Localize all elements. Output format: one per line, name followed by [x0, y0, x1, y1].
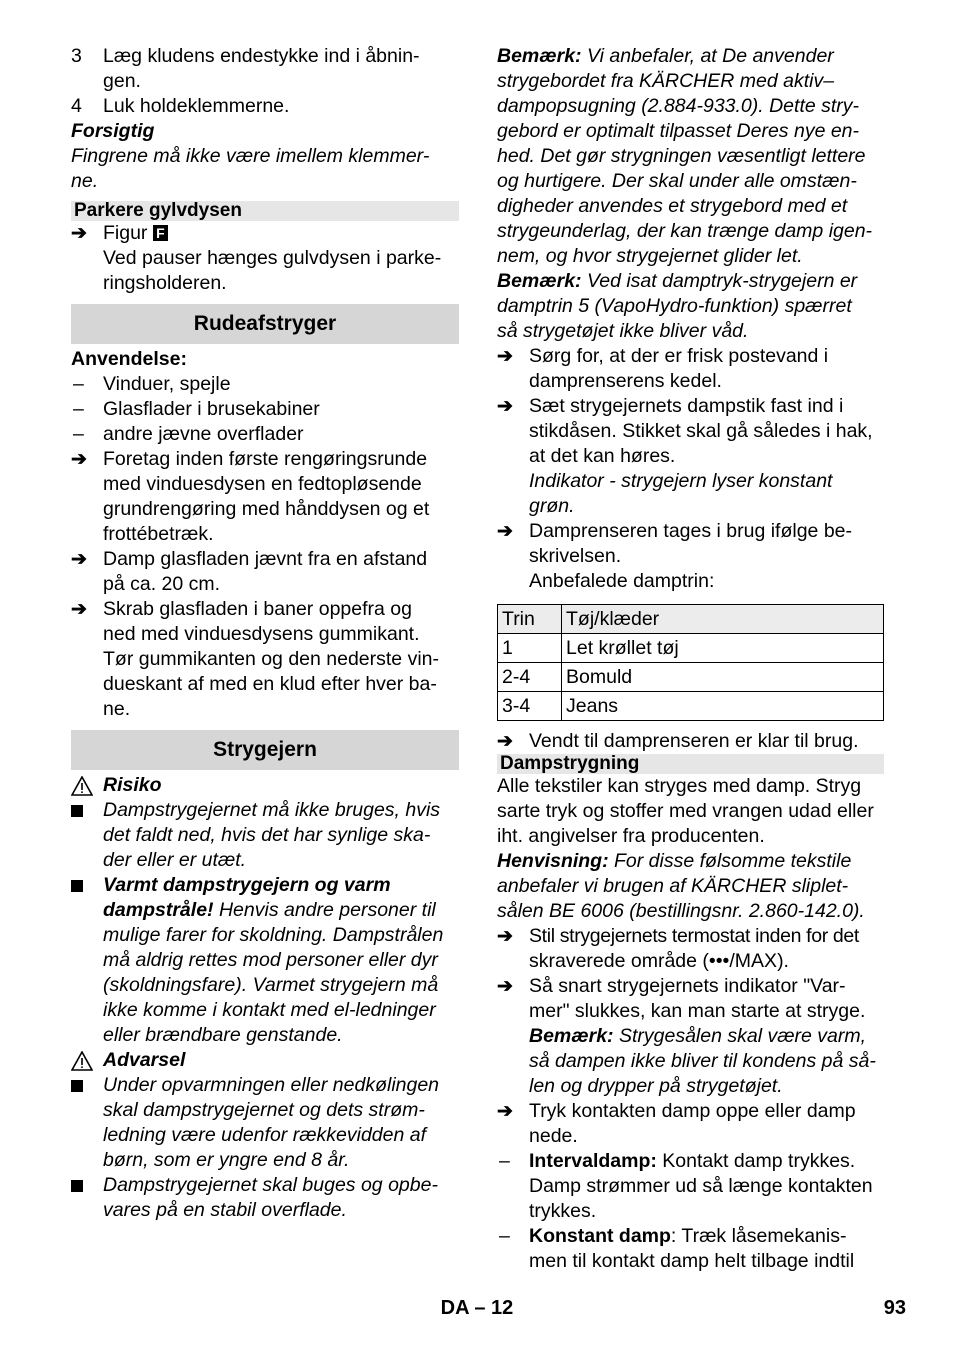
step-number: 3 — [71, 45, 82, 67]
table-row: 3-4 Jeans — [498, 692, 884, 721]
square-bullet-icon — [71, 1173, 101, 1199]
list-item: – Glasflader i brusekabiner — [73, 398, 320, 420]
risk-title-row — [71, 773, 459, 798]
park-heading: Parkere gylvdysen — [71, 201, 459, 221]
step: ➔ Så snart strygejernets indikator "Var- mer" slukkes, kan man starte at stryge. Bemærk: Strygesålen skal være varm, så dampen ikke bliver til kondens på så- len og drypper på strygetøjet. — [497, 975, 876, 1097]
step: ➔ Stil strygejernets termostat inden for det skraverede område (•••/MAX). — [497, 925, 859, 972]
table-row: 2-4 Bomuld — [498, 663, 884, 692]
use-label: Anvendelse: — [71, 348, 187, 370]
step: ➔ Tryk kontakten damp oppe eller damp nede. — [497, 1100, 856, 1147]
list-item: – andre jævne overflader — [73, 423, 304, 445]
risk-title: Risiko — [103, 774, 162, 796]
square-bullet-icon — [71, 1073, 101, 1099]
arrow-icon: ➔ — [497, 521, 513, 542]
list-item: – Intervaldamp: Kontakt damp trykkes. Damp strømmer ud så længe kontakten trykkes. — [499, 1150, 873, 1222]
figure-letter: F — [153, 225, 168, 241]
warn-title-row — [71, 1048, 459, 1073]
arrow-icon: ➔ — [497, 731, 513, 752]
step-4: 4 Luk holdeklemmerne. — [71, 95, 290, 117]
table-header-row: Trin Tøj/klæder — [498, 605, 884, 634]
warn-item: Under opvarmningen eller nedkølingen skal dampstrygejernet og dets strøm- ledning være udenfor rækkevidden af børn, som er yngre end 8 år. — [71, 1073, 459, 1173]
step: ➔ Vendt til damprenseren er klar til brug. — [497, 730, 859, 752]
square-bullet-icon — [71, 798, 101, 824]
note-1: Bemærk: Vi anbefaler, at De anvender — [497, 45, 834, 67]
risk-item: Varmt dampstrygejern og varm dampstråle! Henvis andre personer til mulige farer for skoldning. Dampstrålen må aldrig rettes mod personer eller dyr (skoldningsfare). Varmet strygejern må ikke komme i kontakt med el-ledninger eller brændbare genstande. — [71, 873, 459, 1048]
arrow-icon: ➔ — [71, 449, 87, 470]
arrow-icon: ➔ — [497, 976, 513, 997]
footer-section: DA – 12 — [440, 1297, 514, 1319]
warn-item: Dampstrygejernet skal buges og opbe- vares på en stabil overflade. — [71, 1173, 459, 1223]
page-number: 93 — [883, 1297, 906, 1319]
section-heading-rudeafstryger: Rudeafstryger — [71, 304, 459, 344]
step: ➔ Damprenseren tages i brug ifølge be- skrivelsen. Anbefalede damptrin: — [497, 520, 852, 592]
list-item: – Vinduer, spejle — [73, 373, 231, 395]
arrow-icon: ➔ — [71, 549, 87, 570]
damp-heading: Dampstrygning — [497, 754, 884, 774]
left-column: 3 Læg kludens endestykke ind i åbnin- gen. 4 Luk holdeklemmerne. Forsigtig Fingrene må ikke være imellem klemmer- ne. Parkere gylvdysen ➔ Figur F Ved pauser hænges gulvdysen i parke- ringsholderen. Rudeafstryger Anvendelse: – Vinduer, spejle – Glasflader i brusekabiner – andre jævne overflader ➔ Foretag inden første rengøringsrunde med vinduesdysen en fedtopløsende grundrengøring med hånddysen og et frottébetræk. ➔ Damp glasfladen jævnt fra en afstand på ca. 20 cm. ➔ Skrab glasfladen i baner oppefra og ned med vinduesdysens gummikant. Tør gummikanten og den nederste vin- dueskant af med en klud efter hver ba- ne. Strygejern Risiko Dampstrygejernet må ikke bruges, hvis det faldt ned, hvis det har synlige ska- der eller er utæt. Varmt dampstrygejern og varm dampstråle! Henvis andre personer til mulige farer for skoldning. Dampstrålen må aldrig rettes mod personer eller dyr (skoldningsfare). Varmet strygejern må ikke komme i kontakt med el-ledninger eller brændbare genstande. Advarsel Under opvarmningen eller nedkølingen skal dampstrygejernet og dets strøm- ledning være udenfor rækkevidden af børn, som er yngre end 8 år. Dampstrygejernet skal buges og opbe- vares på en stabil overflade. — [71, 44, 459, 1223]
step: ➔ Sæt strygejernets dampstik fast ind i stikdåsen. Stikket skal gå således i hak, at det kan høres. Indikator - strygejern lyser konstant grøn. — [497, 395, 873, 517]
rude-step: ➔ Damp glasfladen jævnt fra en afstand på ca. 20 cm. — [71, 548, 428, 595]
section-heading-strygejern: Strygejern — [71, 730, 459, 770]
arrow-icon: ➔ — [71, 599, 87, 620]
rude-step: ➔ Skrab glasfladen i baner oppefra og ned med vinduesdysens gummikant. Tør gummikanten og den nederste vin- dueskant af med en klud efter hver ba- ne. — [71, 598, 439, 720]
step: ➔ Sørg for, at der er frisk postevand i damprenserens kedel. — [497, 345, 829, 392]
step-number: 4 — [71, 95, 82, 117]
arrow-icon: ➔ — [497, 396, 513, 417]
risk-item: Dampstrygejernet må ikke bruges, hvis det faldt ned, hvis det har synlige ska- der eller er utæt. — [71, 798, 459, 873]
note-2: Bemærk: Ved isat damptryk-strygejern er — [497, 270, 858, 292]
table-row: 1 Let krøllet tøj — [498, 634, 884, 663]
steam-level-table — [497, 604, 884, 721]
right-column: Bemærk: Vi anbefaler, at De anvender strygebordet fra KÄRCHER med aktiv– dampopsugning (2.884-933.0). Dette stry- gebord er optimalt tilpasset Deres nye en- hed. Det gør strygningen væsentligt lettere og hurtigere. Der skal under alle omstæn- digheder anvendes et strygebord med et strygeunderlag, der kan trænge damp igen- nem, og hvor strygejernet glider let. Bemærk: Ved isat damptryk-strygejern er damptrin 5 (VapoHydro-funktion) spærret så strygetøjet ikke bliver våd. ➔ Sørg for, at der er frisk postevand i damprenserens kedel. ➔ Sæt strygejernets dampstik fast ind i stikdåsen. Stikket skal gå således i hak, at det kan høres. Indikator - strygejern lyser konstant grøn. ➔ Damprenseren tages i brug ifølge be- skrivelsen. Anbefalede damptrin: Trin Tøj/klæder 1 Let krøllet tøj 2-4 Bomuld 3-4 Jeans ➔ Vendt til damprenseren er klar til brug. Dampstrygning Alle tekstiler kan stryges med damp. Stryg sarte tryk og stoffer med vrangen udad eller iht. angivelser fra producenten. Henvisning: For disse følsomme tekstile anbefaler vi brugen af KÄRCHER sliplet- sålen BE 6006 (bestillingsnr. 2.860-142.0). ➔ Stil strygejernets termostat inden for det skraverede område (•••/MAX). ➔ Så snart strygejernets indikator "Var- mer" slukkes, kan man starte at stryge. Bemærk: Strygesålen skal være varm, så dampen ikke bliver til kondens på så- len og drypper på strygetøjet. ➔ Tryk kontakten damp oppe eller damp nede. – Intervaldamp: Kontakt damp trykkes. Damp strømmer ud så længe kontakten trykkes. – Konstant damp: Træk låsemekanis- men til kontakt damp helt tilbage indtil — [497, 44, 884, 1274]
park-step: ➔ Figur F Ved pauser hænges gulvdysen i parke- ringsholderen. — [71, 222, 442, 294]
arrow-icon: ➔ — [497, 346, 513, 367]
arrow-icon: ➔ — [71, 223, 87, 244]
hint: Henvisning: For disse følsomme tekstile — [497, 850, 852, 872]
warn-title: Advarsel — [103, 1049, 186, 1071]
rude-step: ➔ Foretag inden første rengøringsrunde med vinduesdysen en fedtopløsende grundrengøring med hånddysen og et frottébetræk. — [71, 448, 430, 545]
list-item: – Konstant damp: Træk låsemekanis- men til kontakt damp helt tilbage indtil — [499, 1225, 855, 1272]
square-bullet-icon — [71, 873, 101, 899]
arrow-icon: ➔ — [497, 1101, 513, 1122]
arrow-icon: ➔ — [497, 926, 513, 947]
step-3: 3 Læg kludens endestykke ind i åbnin- gen. — [71, 45, 420, 92]
caution-title: Forsigtig — [71, 120, 155, 142]
